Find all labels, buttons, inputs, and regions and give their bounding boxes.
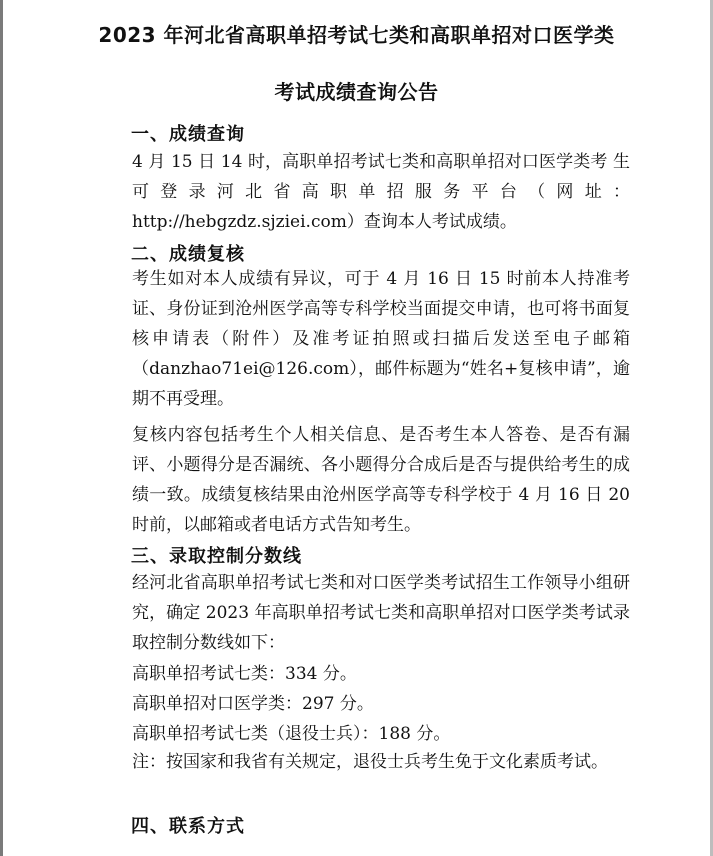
- title-line-1: 2023 年河北省高职单招考试七类和高职单招对口医学类: [98, 23, 615, 47]
- section-heading-score-query: 一、成绩查询: [131, 124, 245, 145]
- score-line-veterans: 高职单招考试七类（退役士兵）：188 分。: [132, 724, 451, 744]
- paragraph-text: 4 月 15 日 14 时，高职单招考试七类和高职单招对口医学类考 生 可 登 录 河 北 省 高 职 单 招 服 务 平 台 （ 网 址 ：http://hebgzdz.sjziei.com）查询本人考试成绩。: [132, 152, 630, 232]
- section-score-query-paragraph: [96, 147, 630, 237]
- section-heading-contact: 四、联系方式: [131, 816, 245, 837]
- paragraph-text: 经河北省高职单招考试七类和对口医学类考试招生工作领导小组研究，确定 2023 年高职单招考试七类和高职单招对口医学类考试录取控制分数线如下：: [132, 573, 630, 653]
- paragraph-text: 考生如对本人成绩有异议，可于 4 月 16 日 15 时前本人持准考证、身份证到沧州医学高等专科学校当面提交申请，也可将书面复核申请表（附件）及准考证拍照或扫描后发送至电子邮箱（danzhao71ei@126.com），邮件标题为“姓名+复核申请”，逾期不再受理。: [132, 269, 630, 409]
- section-admission-line-paragraph: [96, 568, 630, 658]
- score-line-medical: 高职单招对口医学类：297 分。: [132, 694, 374, 714]
- section-admission-note: [96, 747, 630, 777]
- section-score-review-paragraph-1: [96, 264, 630, 414]
- score-line-category-seven: 高职单招考试七类：334 分。: [132, 664, 357, 684]
- section-heading-admission-line: 三、录取控制分数线: [131, 546, 302, 567]
- title-line-2: 考试成绩查询公告: [274, 80, 439, 104]
- note-text: 注：按国家和我省有关规定，退役士兵考生免于文化素质考试。: [132, 752, 608, 772]
- paragraph-text: 复核内容包括考生个人相关信息、是否考生本人答卷、是否有漏评、小题得分是否漏统、各小题得分合成后是否与提供给考生的成绩一致。成绩复核结果由沧州医学高等专科学校于 4 月 16 日 20 时前，以邮箱或者电话方式告知考生。: [132, 425, 630, 535]
- section-heading-score-review: 二、成绩复核: [131, 244, 245, 265]
- section-score-review-paragraph-2: [96, 420, 630, 540]
